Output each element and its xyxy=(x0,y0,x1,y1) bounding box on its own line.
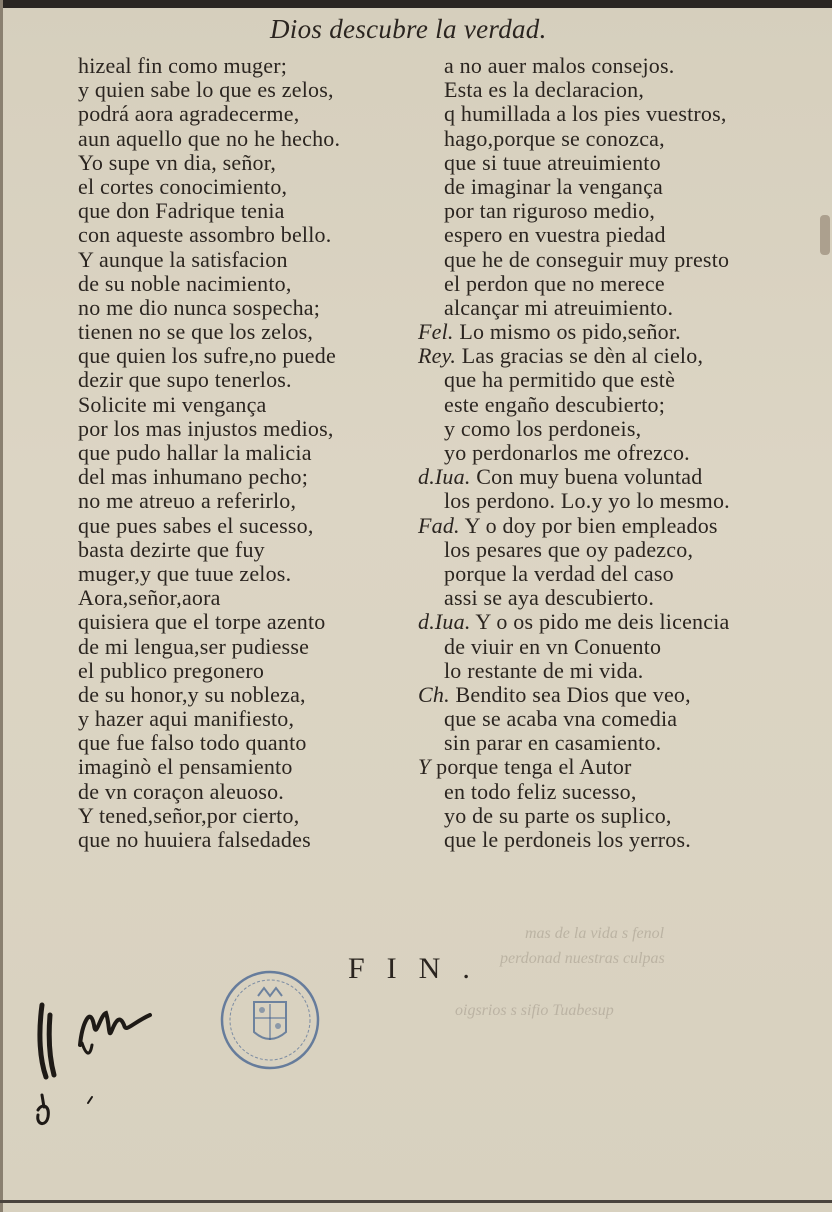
right-verse-column xyxy=(418,54,818,852)
verse-line xyxy=(418,344,818,368)
verse-text: por tan riguroso medio, xyxy=(444,198,656,224)
verse-line: de su noble nacimiento, xyxy=(78,270,292,296)
verse-line: el cortes conocimiento, xyxy=(78,173,288,199)
verse-text: que si tuue atreuimiento xyxy=(444,149,661,175)
verse-line: del mas inhumano pecho; xyxy=(78,464,309,490)
verse-text: yo de su parte os suplico, xyxy=(444,802,672,828)
verse-text: que he de conseguir muy presto xyxy=(444,246,730,272)
verse-line xyxy=(418,417,818,441)
verse-text: en todo feliz sucesso, xyxy=(444,778,637,804)
verse-text: de viuir en vn Conuento xyxy=(444,633,662,659)
speaker-tag: d.Iua. xyxy=(418,464,471,490)
verse-line xyxy=(418,586,818,610)
verse-text: yo perdonarlos me ofrezco. xyxy=(444,440,690,465)
verse-text: Bendito sea Dios que veo, xyxy=(449,681,691,707)
verse-line: no me dio nunca sospecha; xyxy=(78,294,321,320)
verse-line: por los mas injustos medios, xyxy=(78,415,334,441)
verse-line xyxy=(418,151,818,175)
verse-line xyxy=(418,683,818,707)
speaker-tag: Fad. xyxy=(418,512,460,538)
verse-text: espero en vuestra piedad xyxy=(444,222,666,248)
verse-text: el perdon que no merece xyxy=(444,270,665,296)
verse-line: de su honor,y su nobleza, xyxy=(78,681,306,707)
left-verse-column xyxy=(78,54,398,852)
running-head: Dios descubre la verdad. xyxy=(270,14,547,44)
verse-text: que ha permitido que estè xyxy=(444,367,676,393)
verse-line: Y aunque la satisfacion xyxy=(78,246,288,272)
verse-line xyxy=(418,78,818,102)
verse-line xyxy=(418,441,818,465)
speaker-tag: Ch. xyxy=(418,681,450,707)
verse-line: tienen no se que los zelos, xyxy=(78,319,314,345)
verse-text: q humillada a los pies vuestros, xyxy=(444,101,727,127)
verse-line xyxy=(418,562,818,586)
verse-text: los perdono. Lo.y yo lo mesmo. xyxy=(444,488,730,514)
verse-line xyxy=(418,780,818,804)
verse-text: este engaño descubierto; xyxy=(444,391,666,417)
verse-line: basta dezirte que fuy xyxy=(78,536,265,562)
verse-line: el publico pregonero xyxy=(78,657,265,683)
verse-line xyxy=(418,199,818,223)
verse-line: Aora,señor,aora xyxy=(78,585,221,611)
page-bottom-edge xyxy=(0,1200,832,1203)
verse-line: y hazer aqui manifiesto, xyxy=(78,706,295,732)
verse-line: que no huuiera falsedades xyxy=(78,827,311,852)
bleed-through-text: mas de la vida s fenol xyxy=(525,925,665,942)
page-left-edge xyxy=(0,0,3,1212)
verse-line xyxy=(418,272,818,296)
edge-stain xyxy=(820,215,830,255)
verse-line xyxy=(418,102,818,126)
verse-line xyxy=(418,514,818,538)
handwritten-signature xyxy=(20,985,210,1145)
page-top-edge xyxy=(0,0,832,8)
verse-text: porque tenga el Autor xyxy=(430,754,632,780)
verse-line: que quien los sufre,no puede xyxy=(78,343,336,369)
verse-line: podrá aora agradecerme, xyxy=(78,101,300,127)
speaker-tag: d.Iua. xyxy=(418,609,471,635)
speaker-tag: Rey. xyxy=(418,343,457,369)
verse-text: Con muy buena voluntad xyxy=(470,464,703,490)
verse-line xyxy=(418,248,818,272)
verse-line: no me atreuo a referirlo, xyxy=(78,488,297,514)
verse-line xyxy=(418,755,818,779)
verse-line xyxy=(418,489,818,513)
verse-line: que pudo hallar la malicia xyxy=(78,440,312,465)
verse-line xyxy=(418,223,818,247)
verse-line: que don Fadrique tenia xyxy=(78,198,285,224)
verse-line: de mi lengua,ser pudiesse xyxy=(78,633,310,659)
verse-line: hizeal fin como muger; xyxy=(78,53,288,78)
verse-line xyxy=(418,635,818,659)
verse-line: imaginò el pensamiento xyxy=(78,754,293,780)
verse-line xyxy=(418,368,818,392)
verse-text: que le perdoneis los yerros. xyxy=(444,827,691,852)
verse-text: y como los perdoneis, xyxy=(444,415,642,441)
verse-text: de imaginar la vengança xyxy=(444,173,663,199)
verse-line xyxy=(418,393,818,417)
verse-line xyxy=(418,465,818,489)
verse-line: dezir que supo tenerlos. xyxy=(78,367,292,393)
verse-text: los pesares que oy padezco, xyxy=(444,536,694,562)
verse-line xyxy=(418,707,818,731)
verse-text: Las gracias se dèn al cielo, xyxy=(456,343,704,369)
verse-text: a no auer malos consejos. xyxy=(444,53,675,78)
fin-mark: FIN. xyxy=(348,952,492,985)
verse-line: Yo supe vn dia, señor, xyxy=(78,149,277,175)
verse-line xyxy=(418,54,818,78)
verse-text: alcançar mi atreuimiento. xyxy=(444,294,674,320)
verse-line xyxy=(418,804,818,828)
verse-line xyxy=(418,731,818,755)
verse-text: Y o os pido me deis licencia xyxy=(470,609,730,635)
verse-text: lo restante de mi vida. xyxy=(444,657,644,683)
verse-line xyxy=(418,320,818,344)
verse-line: y quien sabe lo que es zelos, xyxy=(78,77,334,103)
verse-text: porque la verdad del caso xyxy=(444,560,674,586)
verse-line: Solicite mi vengança xyxy=(78,391,267,417)
verse-line: muger,y que tuue zelos. xyxy=(78,560,292,586)
verse-text: hago,porque se conozca, xyxy=(444,125,665,151)
verse-line xyxy=(418,828,818,852)
verse-text: assi se aya descubierto. xyxy=(444,585,655,611)
verse-line: que fue falso todo quanto xyxy=(78,730,307,756)
verse-text: Esta es la declaracion, xyxy=(444,77,645,103)
verse-line xyxy=(418,127,818,151)
verse-line: Y tened,señor,por cierto, xyxy=(78,802,300,828)
library-stamp xyxy=(210,960,330,1080)
verse-line xyxy=(418,296,818,320)
verse-line: aun aquello que no he hecho. xyxy=(78,125,341,151)
bleed-through-text: oigsrios s sifio Tuabesup xyxy=(455,1002,614,1019)
verse-line xyxy=(418,659,818,683)
speaker-tag: Fel. xyxy=(418,319,454,345)
verse-line: quisiera que el torpe azento xyxy=(78,609,326,635)
verse-line xyxy=(418,610,818,634)
verse-text: Lo mismo os pido,señor. xyxy=(453,319,681,345)
verse-text: sin parar en casamiento. xyxy=(444,730,662,756)
verse-line xyxy=(418,538,818,562)
verse-line xyxy=(418,175,818,199)
verse-line: de vn coraçon aleuoso. xyxy=(78,778,284,804)
bleed-through-text: perdonad nuestras culpas xyxy=(500,950,665,967)
verse-line: que pues sabes el sucesso, xyxy=(78,512,314,538)
speaker-tag: Y xyxy=(418,754,431,780)
verse-line: con aqueste assombro bello. xyxy=(78,222,332,248)
verse-text: que se acaba vna comedia xyxy=(444,706,678,732)
verse-text: Y o doy por bien empleados xyxy=(459,512,718,538)
